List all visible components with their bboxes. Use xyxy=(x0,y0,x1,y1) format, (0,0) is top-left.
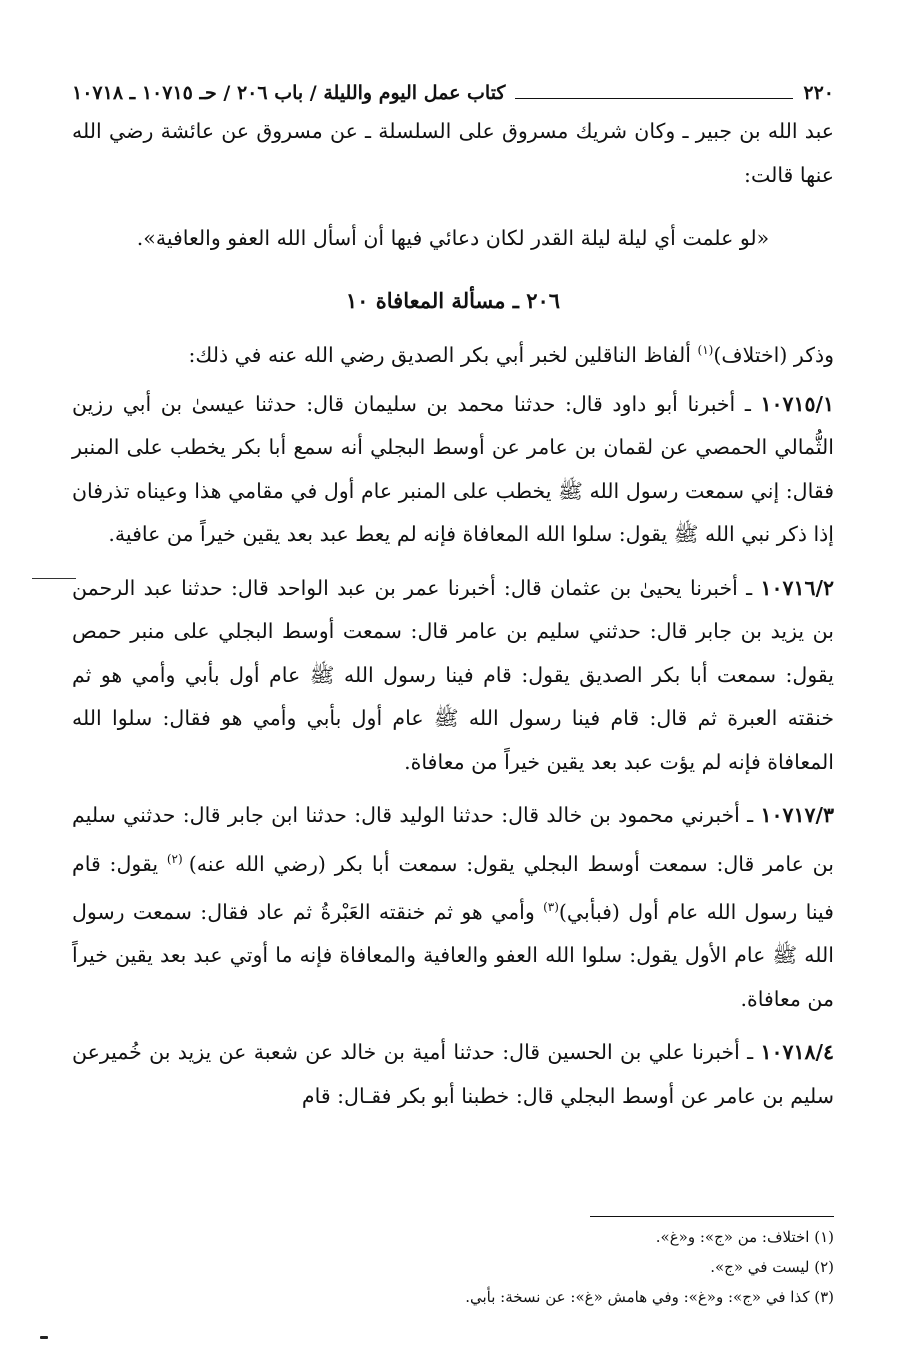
footnote: (١) اختلاف: من «ج»: و«غ». xyxy=(655,1228,834,1246)
hadith-number: ١٠٧١٦/٢ xyxy=(760,575,834,600)
hadith-entry xyxy=(72,567,834,785)
section-intro: وذكر (اختلاف)$^{(١)}$ ألفاظ الناقلين لخبر أبي بكر الصديق رضي الله عنه في ذلك: xyxy=(188,342,834,367)
hadith-quote: «لو علمت أي ليلة ليلة القدر لكان دعائي فيها أن أسأل الله العفو والعافية». xyxy=(136,226,770,250)
hadith-text: ـ أخبرنا علي بن الحسين قال: حدثنا أمية بن خالد عن شعبة عن يزيد بن خُميرعن سليم بن عامر عن أوسط البجلي قال: خطبنا أبو بكر فقـال: قام xyxy=(72,1040,834,1108)
footnote-ref: (٣) xyxy=(543,900,559,915)
opening-paragraph: عبد الله بن جبير ـ وكان شريك مسروق على السلسلة ـ عن مسروق عن عائشة رضي الله عنها قالت: xyxy=(72,119,834,187)
margin-mark xyxy=(32,578,76,579)
hadith-text: ـ أخبرنا يحيىٰ بن عثمان قال: أخبرنا عمر بن عبد الواحد قال: حدثنا عبد الرحمن بن يزيد بن جابر قال: حدثني سليم بن عامر قال: سمعت أوسط البجلي على منبر حمص يقول: سمعت أبا بكر الصديق يقول: قام فينا رسول الله ﷺ عام أول بأبي وأمي هو ثم خنقته العبرة ثم قال: قام فينا رسول الله ﷺ عام أول بأبي وأمي هو فقال: سلوا الله المعافاة فإنه لم يؤت عبد بعد يقين خيراً من معافاة. xyxy=(72,575,834,774)
hadith-text: ـ أخبرني محمود بن خالد قال: حدثنا الوليد قال: حدثنا ابن جابر قال: حدثني سليم بن عامر قال: سمعت أوسط البجلي يقول: سمعت أبا بكر (رضي الله عنه) xyxy=(72,803,834,876)
hadith-number: ١٠٧١٧/٣ xyxy=(760,803,834,828)
hadith-entry xyxy=(72,383,834,557)
hadith-entry xyxy=(72,794,834,1021)
hadith-text: ـ أخبرنا أبو داود قال: حدثنا محمد بن سليمان قال: حدثنا عيسىٰ بن أبي رزين الثُّمالي الحمصي عن لقمان بن عامر عن أوسط البجلي أنه سمع أبا بكر يخطب على المنبر فقال: إني سمعت رسول الله ﷺ يخطب على المنبر عام أول في مقامي هذا وعيناه تذرفان إذا ذكر نبي الله ﷺ يقول: سلوا الله المعافاة فإنه لم يعط عبد بعد يقين خيراً من عافية. xyxy=(72,391,834,547)
hadith-text: يقول: قام فينا رسول الله عام أول (فبأبي) xyxy=(72,851,834,924)
footnote-ref: (٢) xyxy=(166,851,189,866)
footnote-rule xyxy=(590,1216,834,1217)
footnote-ref: (١) xyxy=(697,342,714,357)
hadith-text: وأمي هو ثم خنقته العَبْرةُ ثم عاد فقال: سمعت رسول الله ﷺ عام الأول يقول: سلوا الله العفو والعافية والمعافاة فإنه ما أوتي عبد بعد يقين خيراً من معافاة. xyxy=(72,899,834,1011)
corner-mark xyxy=(40,1336,48,1339)
section-title: ٢٠٦ ـ مسألة المعافاة ١٠ xyxy=(345,287,561,313)
hadith-entry xyxy=(72,1031,834,1118)
footnotes xyxy=(74,1222,834,1312)
page-body xyxy=(72,78,834,1128)
hadith-number: ١٠٧١٥/١ xyxy=(760,391,834,416)
page-number: ٢٢٠ xyxy=(803,82,834,104)
header-rule xyxy=(515,98,793,99)
footnote: (٣) كذا في «ج»: و«غ»: وفي هامش «غ»: عن نسخة: بأبي. xyxy=(465,1288,834,1306)
running-title: كتاب عمل اليوم والليلة / باب ٢٠٦ / حـ ١٠٧١٥ ـ ١٠٧١٨ xyxy=(72,82,506,104)
footnote: (٢) ليست في «ج». xyxy=(710,1258,834,1276)
hadith-number: ١٠٧١٨/٤ xyxy=(760,1040,834,1065)
page-header xyxy=(72,78,834,110)
